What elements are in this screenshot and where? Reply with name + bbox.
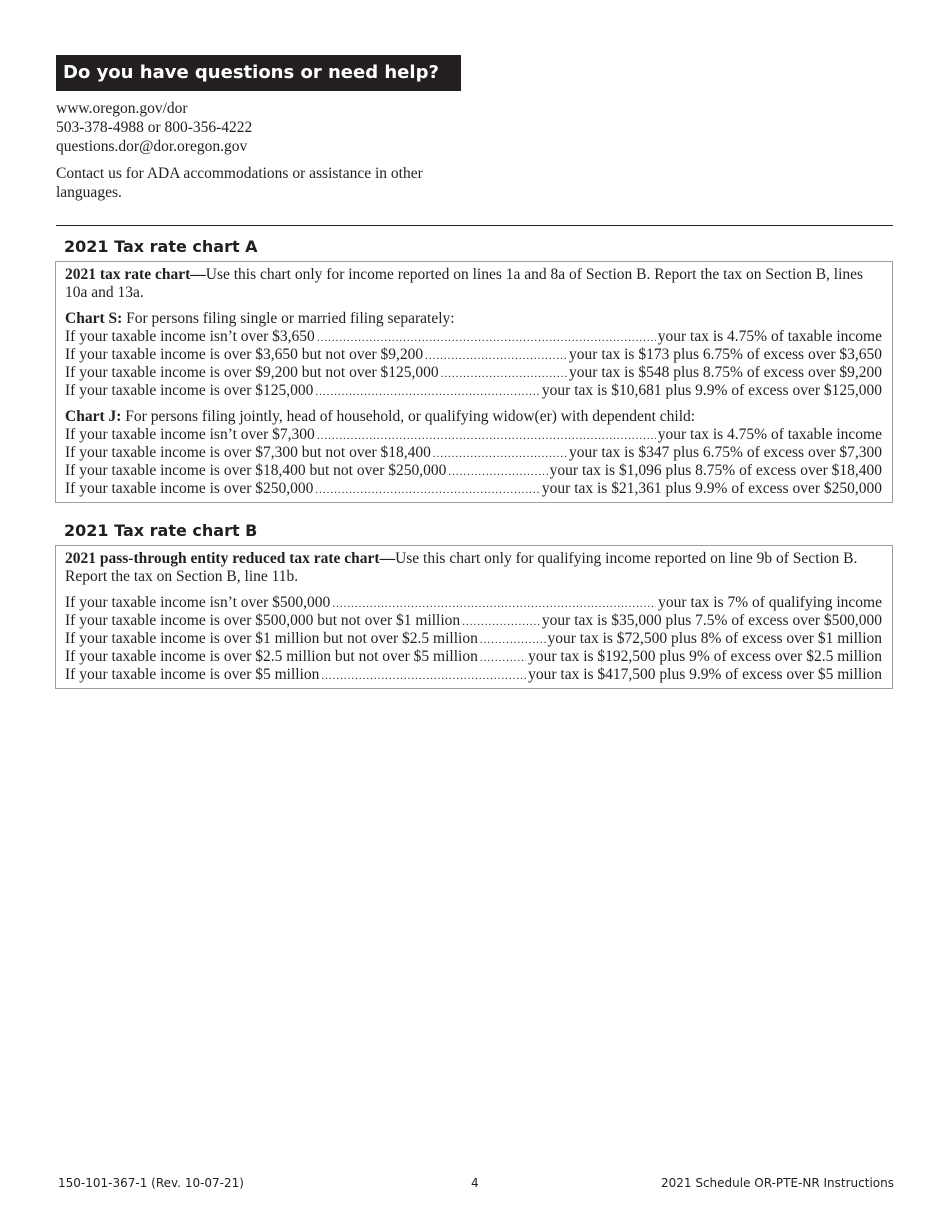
help-header: Do you have questions or need help? [56, 55, 461, 91]
chart-s-label: Chart S: [65, 310, 123, 327]
website-link[interactable]: www.oregon.gov/dor [56, 100, 188, 117]
rate-row [65, 364, 882, 382]
rate-condition: If your taxable income is over $250,000 [65, 480, 314, 497]
rate-row [65, 648, 882, 666]
ada-note: Contact us for ADA accommodations or assistance in other languages. [56, 165, 423, 201]
rate-row [65, 612, 882, 630]
rate-row [65, 630, 882, 648]
rate-condition: If your taxable income isn’t over $500,000 [65, 594, 331, 611]
rate-condition: If your taxable income is over $1 million but not over $2.5 million [65, 630, 478, 647]
dot-leader [480, 631, 546, 649]
rate-result: your tax is $192,500 plus 9% of excess over $2.5 million [528, 648, 882, 665]
page-number: 4 [471, 1176, 479, 1190]
rate-condition: If your taxable income is over $9,200 but not over $125,000 [65, 364, 439, 381]
rate-result: your tax is $72,500 plus 8% of excess over $1 million [547, 630, 882, 647]
rate-row [65, 594, 882, 612]
dot-leader [315, 383, 540, 401]
chart-b-rows [65, 594, 882, 684]
rate-row [65, 426, 882, 444]
section-divider [56, 225, 893, 226]
dot-leader [425, 347, 567, 365]
chart-a-title: 2021 Tax rate chart A [64, 237, 258, 256]
email-link[interactable]: questions.dor@dor.oregon.gov [56, 138, 248, 155]
dot-leader [448, 463, 547, 481]
rate-condition: If your taxable income is over $2.5 million but not over $5 million [65, 648, 478, 665]
dot-leader [441, 365, 567, 383]
contact-info [56, 99, 476, 156]
dot-leader [480, 649, 526, 667]
dot-leader [317, 427, 656, 445]
form-number: 150-101-367-1 (Rev. 10-07-21) [58, 1176, 244, 1190]
dot-leader [462, 613, 540, 631]
chart-a-intro [65, 266, 882, 302]
chart-a-intro-bold: 2021 tax rate chart— [65, 266, 206, 283]
rate-result: your tax is 7% of qualifying income [658, 594, 882, 611]
rate-result: your tax is $10,681 plus 9.9% of excess over $125,000 [541, 382, 882, 399]
rate-result: your tax is $173 plus 6.75% of excess over $3,650 [569, 346, 882, 363]
chart-b-intro-text: Use this chart only for qualifying income reported on line 9b of Section B. Report the tax on Section B, line 11b. [65, 550, 858, 585]
rate-condition: If your taxable income is over $7,300 but not over $18,400 [65, 444, 431, 461]
chart-b-intro [65, 550, 882, 586]
rate-result: your tax is $21,361 plus 9.9% of excess over $250,000 [541, 480, 882, 497]
phone-numbers: 503-378-4988 or 800-356-4222 [56, 119, 253, 136]
dot-leader [321, 667, 526, 685]
rate-row [65, 666, 882, 684]
rate-result: your tax is $417,500 plus 9.9% of excess over $5 million [528, 666, 882, 683]
chart-a-box [55, 261, 893, 503]
rate-row [65, 462, 882, 480]
chart-j-label: Chart J: [65, 408, 122, 425]
dot-leader [317, 329, 656, 347]
chart-b-box [55, 545, 893, 689]
chart-b-title: 2021 Tax rate chart B [64, 521, 258, 540]
chart-j-description: For persons filing jointly, head of household, or qualifying widow(er) with dependent child: [121, 408, 696, 425]
rate-condition: If your taxable income is over $125,000 [65, 382, 314, 399]
rate-result: your tax is 4.75% of taxable income [657, 426, 882, 443]
chart-j-heading [65, 408, 882, 426]
chart-s-heading [65, 310, 882, 328]
document-title: 2021 Schedule OR-PTE-NR Instructions [660, 1176, 894, 1190]
rate-condition: If your taxable income isn’t over $7,300 [65, 426, 315, 443]
rate-row [65, 328, 882, 346]
dot-leader [315, 481, 540, 499]
rate-result: your tax is $35,000 plus 7.5% of excess over $500,000 [541, 612, 882, 629]
rate-row [65, 444, 882, 462]
rate-result: your tax is 4.75% of taxable income [657, 328, 882, 345]
rate-row [65, 480, 882, 498]
chart-b-intro-bold: 2021 pass-through entity reduced tax rate chart— [65, 550, 396, 567]
rate-row [65, 382, 882, 400]
chart-j-rows [65, 426, 882, 498]
rate-condition: If your taxable income is over $3,650 but not over $9,200 [65, 346, 424, 363]
rate-result: your tax is $347 plus 6.75% of excess over $7,300 [569, 444, 882, 461]
chart-a-intro-text: Use this chart only for income reported on lines 1a and 8a of Section B. Report the tax on Section B, lines 10a and 13a. [65, 266, 864, 301]
rate-condition: If your taxable income is over $500,000 but not over $1 million [65, 612, 461, 629]
dot-leader [433, 445, 567, 463]
chart-s-description: For persons filing single or married filing separately: [122, 310, 455, 327]
rate-row [65, 346, 882, 364]
rate-condition: If your taxable income isn’t over $3,650 [65, 328, 315, 345]
dot-leader [332, 595, 656, 613]
rate-result: your tax is $1,096 plus 8.75% of excess over $18,400 [549, 462, 882, 479]
rate-condition: If your taxable income is over $5 million [65, 666, 320, 683]
chart-s-rows [65, 328, 882, 400]
rate-condition: If your taxable income is over $18,400 but not over $250,000 [65, 462, 447, 479]
rate-result: your tax is $548 plus 8.75% of excess over $9,200 [569, 364, 882, 381]
